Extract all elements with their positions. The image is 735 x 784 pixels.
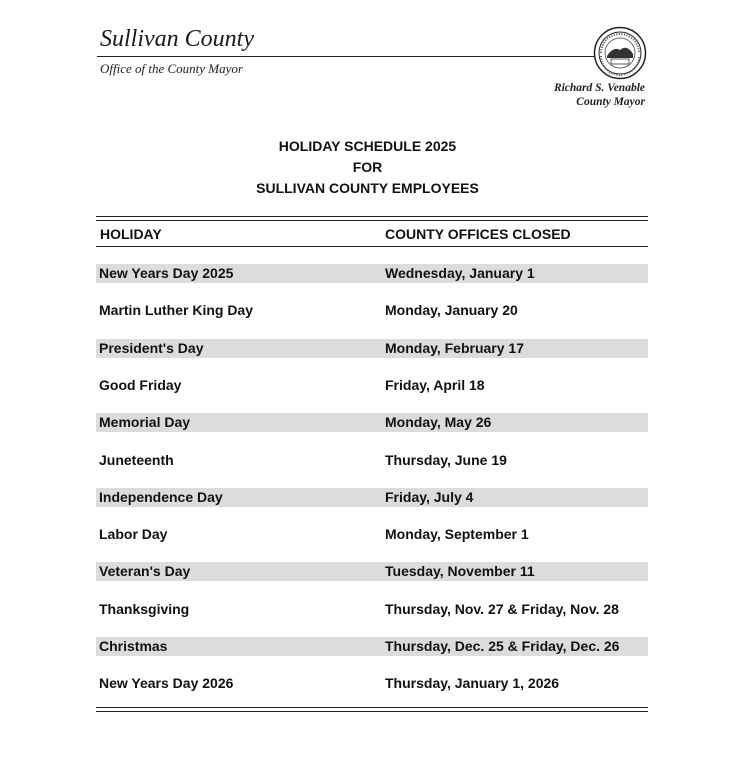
closed-date: Tuesday, November 11 — [385, 563, 535, 579]
holiday-name: New Years Day 2026 — [99, 675, 234, 691]
closed-date: Wednesday, January 1 — [385, 265, 535, 281]
office-name: Office of the County Mayor — [100, 61, 243, 76]
mayor-block — [554, 81, 645, 109]
table-top-rule — [96, 216, 648, 221]
table-row — [96, 637, 648, 656]
table-row — [96, 562, 648, 581]
holiday-name: Veteran's Day — [99, 563, 191, 579]
heading-line-2: FOR — [352, 159, 383, 175]
holiday-name: Labor Day — [99, 526, 168, 542]
mayor-title: County Mayor — [576, 96, 645, 108]
closed-date: Friday, April 18 — [385, 377, 485, 393]
county-name: Sullivan County — [100, 26, 254, 52]
table-row — [96, 525, 648, 544]
holiday-name: Memorial Day — [99, 414, 191, 430]
table-row — [96, 600, 648, 619]
closed-date: Thursday, January 1, 2026 — [385, 675, 560, 691]
column-header-holiday: HOLIDAY — [100, 226, 162, 242]
table-row — [96, 264, 648, 283]
holiday-name: Martin Luther King Day — [99, 302, 254, 318]
county-seal-icon — [593, 26, 647, 80]
table-row — [96, 413, 648, 432]
closed-date: Thursday, Dec. 25 & Friday, Dec. 26 — [385, 638, 620, 654]
table-row — [96, 488, 648, 507]
table-row — [96, 674, 648, 693]
heading-line-3: SULLIVAN COUNTY EMPLOYEES — [256, 180, 479, 196]
header-underline-rule — [96, 246, 648, 247]
table-row — [96, 301, 648, 320]
closed-date: Monday, February 17 — [385, 340, 525, 356]
holiday-name: Independence Day — [99, 489, 223, 505]
schedule-heading — [0, 136, 735, 199]
heading-line-1: HOLIDAY SCHEDULE 2025 — [278, 138, 457, 154]
closed-date: Monday, January 20 — [385, 302, 518, 318]
letterhead-rule — [97, 56, 595, 57]
holiday-name: Good Friday — [99, 377, 182, 393]
closed-date: Monday, May 26 — [385, 414, 492, 430]
holiday-name: New Years Day 2025 — [99, 265, 234, 281]
table-bottom-rule — [96, 707, 648, 712]
column-header-closed: COUNTY OFFICES CLOSED — [385, 226, 571, 242]
table-row — [96, 339, 648, 358]
closed-date: Thursday, June 19 — [385, 452, 507, 468]
table-row — [96, 451, 648, 470]
holiday-name: Christmas — [99, 638, 168, 654]
mayor-name: Richard S. Venable — [553, 82, 645, 94]
holiday-name: Juneteenth — [99, 452, 174, 468]
holiday-name: Thanksgiving — [99, 601, 190, 617]
holiday-name: President's Day — [99, 340, 204, 356]
table-row — [96, 376, 648, 395]
closed-date: Thursday, Nov. 27 & Friday, Nov. 28 — [385, 601, 619, 617]
closed-date: Monday, September 1 — [385, 526, 529, 542]
closed-date: Friday, July 4 — [385, 489, 474, 505]
